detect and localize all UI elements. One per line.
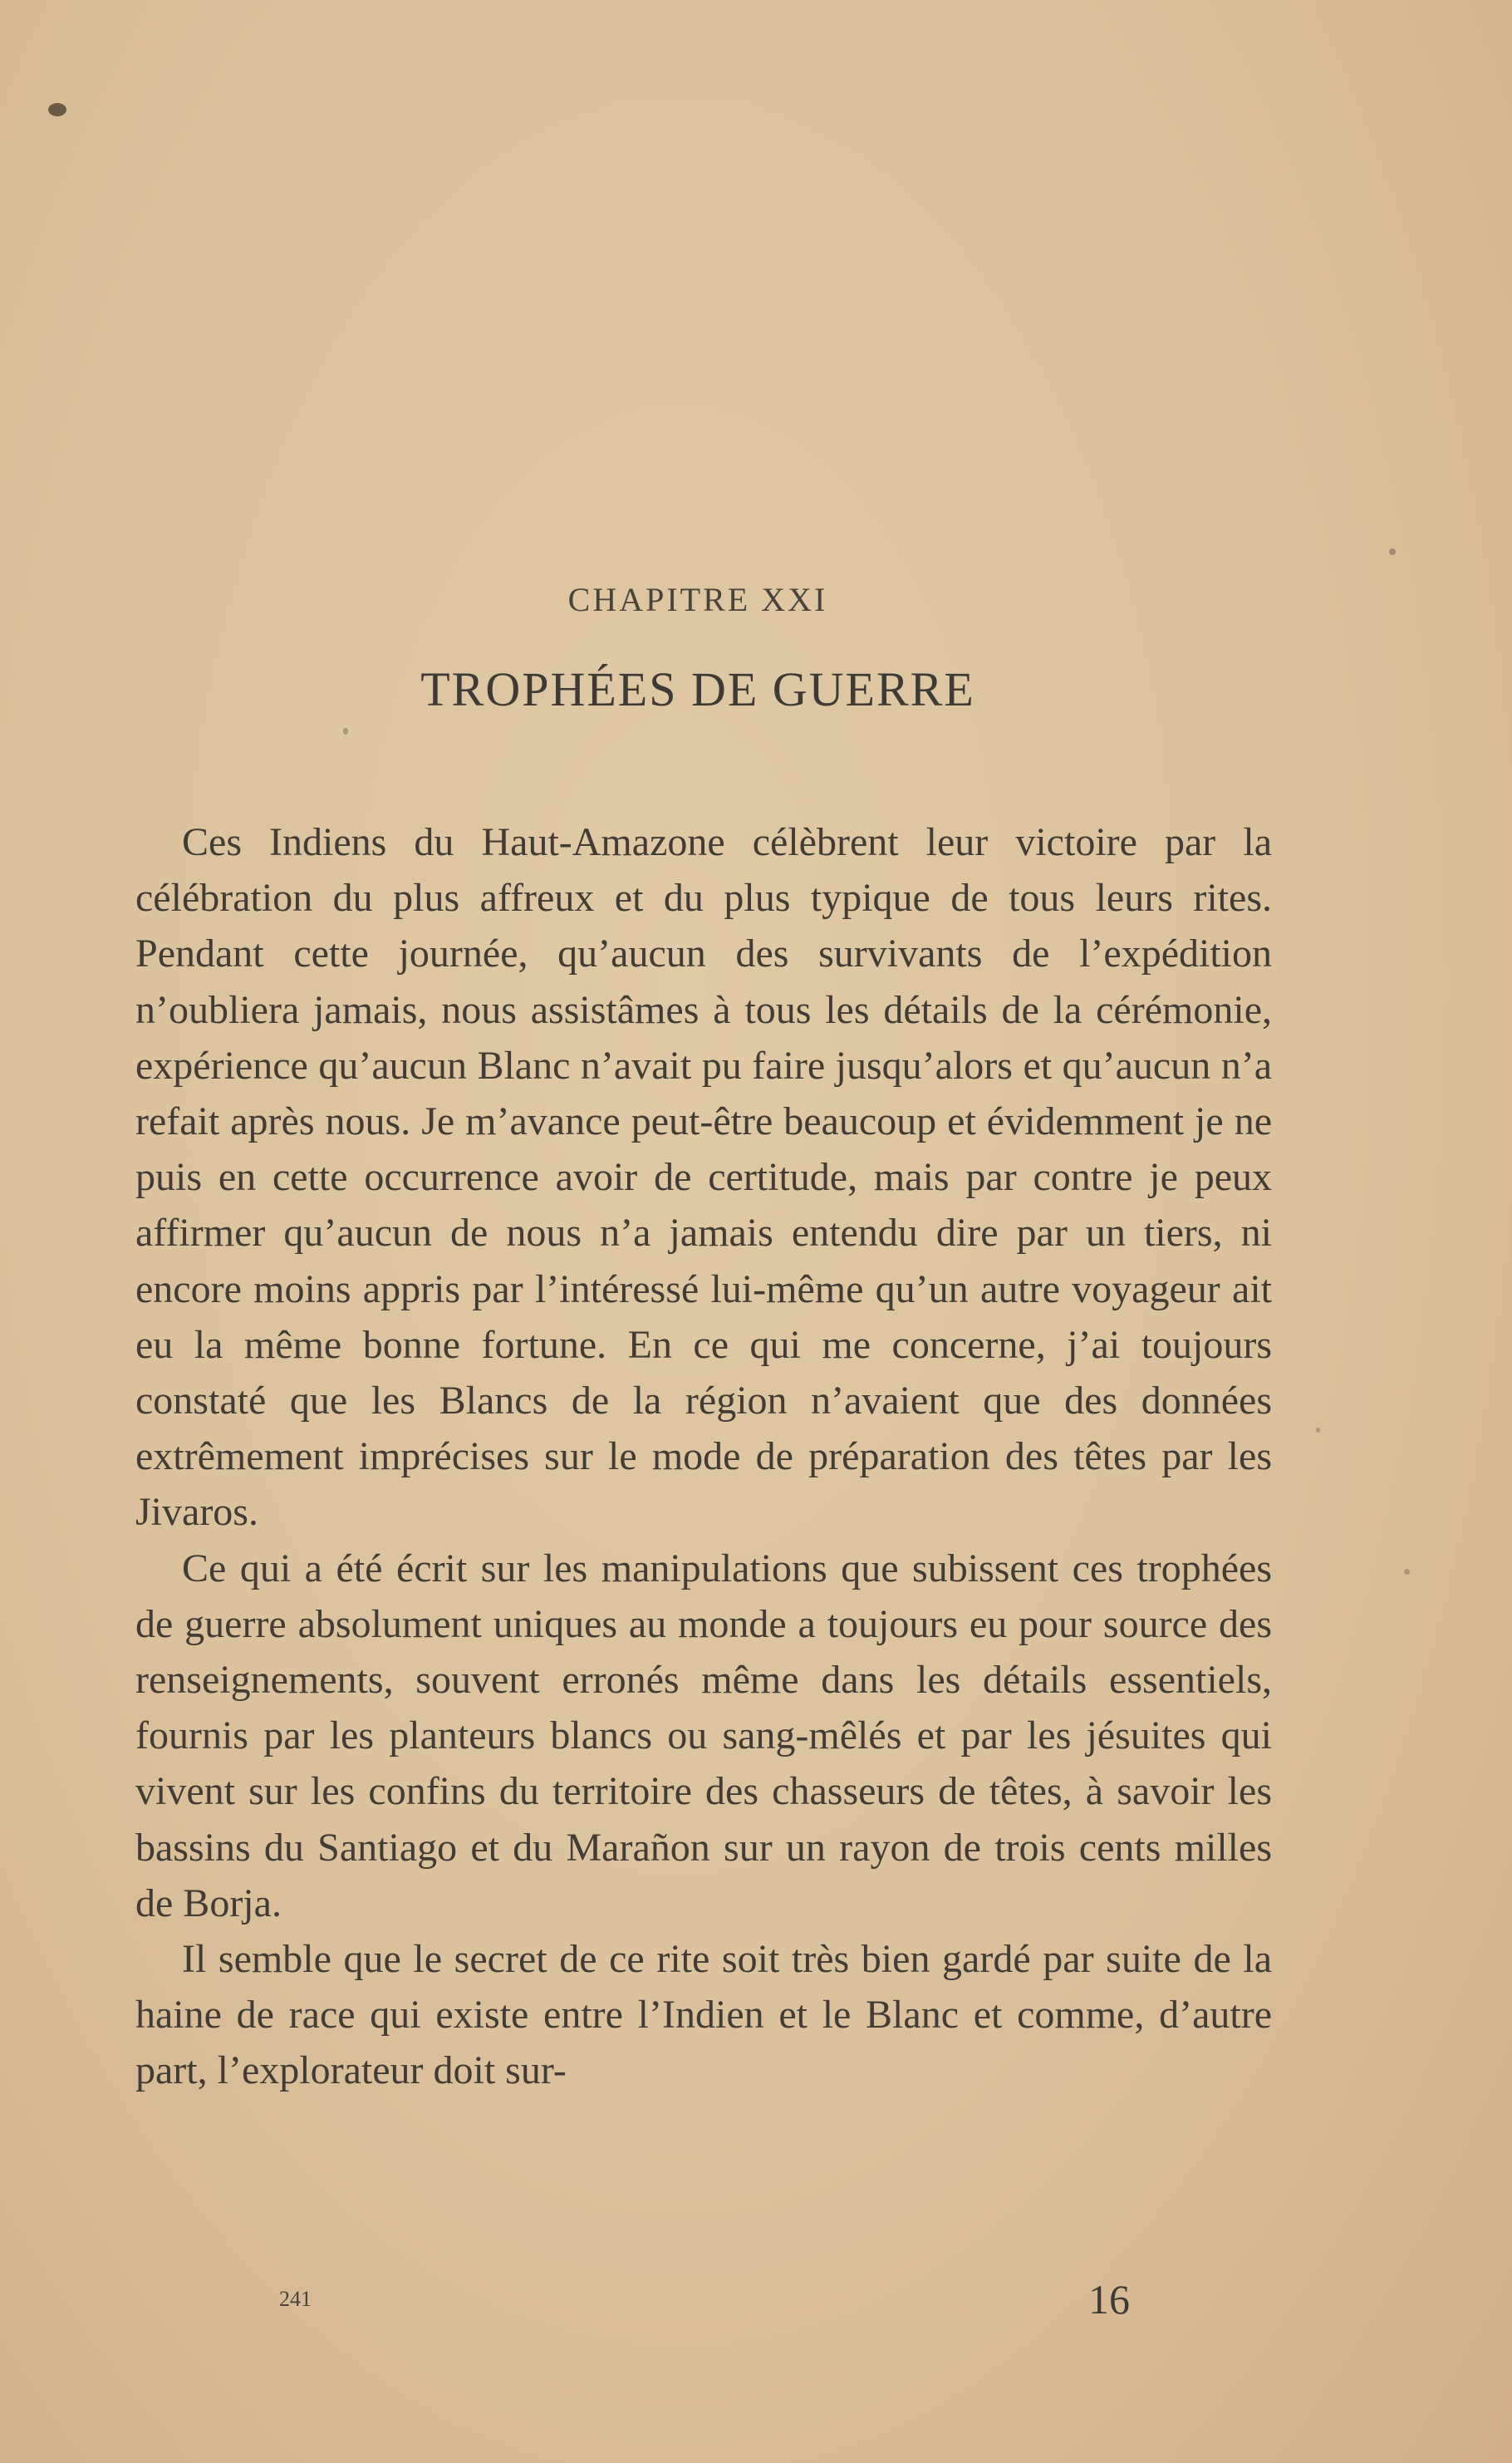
paper-speck bbox=[1389, 548, 1396, 555]
chapter-title: TROPHÉES DE GUERRE bbox=[420, 662, 975, 716]
paper-speck bbox=[1316, 1428, 1320, 1433]
paper-speck bbox=[343, 728, 348, 735]
paper-speck bbox=[1404, 1569, 1410, 1575]
body-text bbox=[135, 814, 1272, 2099]
signature-mark: 16 bbox=[1088, 2276, 1130, 2323]
paper-speck bbox=[48, 103, 66, 116]
paragraph-2: Ce qui a été écrit sur les manipulations que subissent ces trophées de guerre absolument uniques au monde a toujours eu pour source des renseignements, souvent erronés même dans les détails essentiels, fournis par les planteurs blancs ou sang-mêlés et par les jésuites qui vivent sur les confins du territoire des chasseurs de têtes, à savoir les bassins du Santiago et du Marañon sur un rayon de trois cents milles de Borja. bbox=[135, 1546, 1272, 1925]
chapter-label: CHAPITRE XXI bbox=[567, 581, 828, 618]
folio-number: 241 bbox=[279, 2287, 312, 2311]
paragraph-3: Il semble que le secret de ce rite soit très bien gardé par suite de la haine de race qui existe entre l’Indien et le Blanc et comme, d’autre part, l’explorateur doit sur- bbox=[135, 1937, 1272, 2093]
paragraph-1: Ces Indiens du Haut-Amazone célèbrent leur victoire par la célébration du plus affreux et du plus typique de tous leurs rites. Pendant cette journée, qu’aucun des survivants de l’expédition n’oubliera jamais, nous assistâmes à tous les détails de la cérémonie, expérience qu’aucun Blanc n’avait pu faire jusqu’alors et qu’aucun n’a refait après nous. Je m’avance peut-être beaucoup et évidemment je ne puis en cette occurrence avoir de certitude, mais par contre je peux affirmer qu’aucun de nous n’a jamais entendu dire par un tiers, ni encore moins appris par l’intéressé lui-même qu’un autre voyageur ait eu la même bonne fortune. En ce qui me concerne, j’ai toujours constaté que les Blancs de la région n’avaient que des données extrêmement imprécises sur le mode de préparation des têtes par les Jivaros. bbox=[135, 820, 1272, 1535]
